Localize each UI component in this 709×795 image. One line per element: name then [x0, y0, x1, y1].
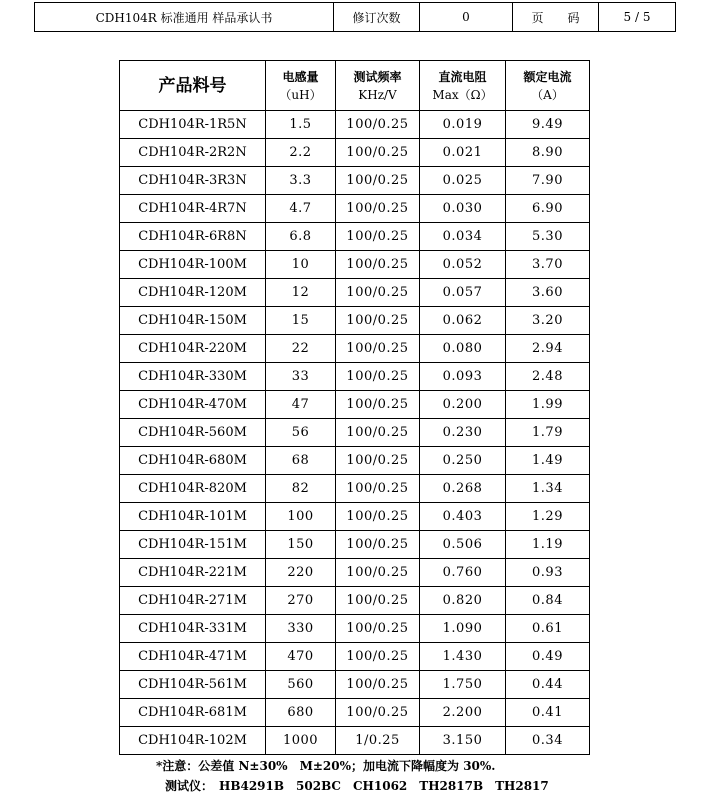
dc-resistance-cell: 0.403 — [420, 503, 506, 531]
dc-resistance-cell: 0.230 — [420, 419, 506, 447]
part-number-cell: CDH104R-681M — [120, 699, 266, 727]
dc-resistance-cell: 0.080 — [420, 335, 506, 363]
dc-resistance-cell: 0.019 — [420, 111, 506, 139]
part-number-cell: CDH104R-100M — [120, 251, 266, 279]
dc-resistance-cell: 0.760 — [420, 559, 506, 587]
inductance-cell: 680 — [266, 699, 336, 727]
column-header-rated-current — [506, 61, 590, 111]
rated-current-cell: 8.90 — [506, 139, 590, 167]
column-header-line2: （uH） — [279, 87, 322, 102]
revision-label: 修订次数 — [334, 3, 420, 32]
rated-current-cell: 0.44 — [506, 671, 590, 699]
column-header-inductance — [266, 61, 336, 111]
column-header-line1: 电感量 — [282, 69, 319, 84]
table-row — [120, 307, 590, 335]
dc-resistance-cell: 0.268 — [420, 475, 506, 503]
part-number-cell: CDH104R-220M — [120, 335, 266, 363]
inductance-cell: 2.2 — [266, 139, 336, 167]
part-number-cell: CDH104R-2R2N — [120, 139, 266, 167]
rated-current-cell: 3.60 — [506, 279, 590, 307]
table-row — [120, 139, 590, 167]
inductance-cell: 22 — [266, 335, 336, 363]
inductance-cell: 12 — [266, 279, 336, 307]
rated-current-cell: 0.61 — [506, 615, 590, 643]
table-row — [120, 447, 590, 475]
part-number-cell: CDH104R-4R7N — [120, 195, 266, 223]
dc-resistance-cell: 0.506 — [420, 531, 506, 559]
test-frequency-cell: 100/0.25 — [336, 615, 420, 643]
column-header-line2: （A） — [531, 87, 564, 102]
part-number-cell: CDH104R-820M — [120, 475, 266, 503]
test-frequency-cell: 100/0.25 — [336, 475, 420, 503]
part-number-cell: CDH104R-561M — [120, 671, 266, 699]
dc-resistance-cell: 1.430 — [420, 643, 506, 671]
column-header-test-frequency — [336, 61, 420, 111]
table-row — [120, 419, 590, 447]
test-frequency-cell: 100/0.25 — [336, 195, 420, 223]
dc-resistance-cell: 1.750 — [420, 671, 506, 699]
inductance-cell: 33 — [266, 363, 336, 391]
part-number-cell: CDH104R-102M — [120, 727, 266, 755]
inductance-cell: 10 — [266, 251, 336, 279]
part-number-cell: CDH104R-150M — [120, 307, 266, 335]
dc-resistance-cell: 1.090 — [420, 615, 506, 643]
rated-current-cell: 9.49 — [506, 111, 590, 139]
tolerance-note: *注意：公差值 N±30% M±20%；加电流下降幅度为 30%. — [156, 759, 496, 773]
rated-current-cell: 3.20 — [506, 307, 590, 335]
test-frequency-cell: 100/0.25 — [336, 251, 420, 279]
rated-current-cell: 1.19 — [506, 531, 590, 559]
part-number-cell: CDH104R-6R8N — [120, 223, 266, 251]
part-number-cell: CDH104R-330M — [120, 363, 266, 391]
column-header-line1: 产品料号 — [158, 75, 227, 96]
inductor-spec-table — [119, 60, 590, 755]
page-number: 5 / 5 — [599, 3, 676, 32]
rated-current-cell: 1.99 — [506, 391, 590, 419]
dc-resistance-cell: 0.200 — [420, 391, 506, 419]
part-number-cell: CDH104R-1R5N — [120, 111, 266, 139]
part-number-cell: CDH104R-471M — [120, 643, 266, 671]
table-row — [120, 727, 590, 755]
test-frequency-cell: 100/0.25 — [336, 139, 420, 167]
test-frequency-cell: 1/0.25 — [336, 727, 420, 755]
test-frequency-cell: 100/0.25 — [336, 447, 420, 475]
table-row — [120, 559, 590, 587]
rated-current-cell: 0.34 — [506, 727, 590, 755]
table-row — [120, 279, 590, 307]
column-header-part-number — [120, 61, 266, 111]
inductance-cell: 6.8 — [266, 223, 336, 251]
dc-resistance-cell: 3.150 — [420, 727, 506, 755]
test-frequency-cell: 100/0.25 — [336, 671, 420, 699]
revision-value: 0 — [420, 3, 513, 32]
test-frequency-cell: 100/0.25 — [336, 587, 420, 615]
table-row — [120, 671, 590, 699]
dc-resistance-cell: 0.052 — [420, 251, 506, 279]
rated-current-cell: 1.34 — [506, 475, 590, 503]
inductance-cell: 560 — [266, 671, 336, 699]
table-header-row — [120, 61, 590, 111]
table-row — [120, 335, 590, 363]
inductance-cell: 56 — [266, 419, 336, 447]
column-header-line2: KHz/V — [358, 87, 397, 102]
rated-current-cell: 7.90 — [506, 167, 590, 195]
dc-resistance-cell: 0.025 — [420, 167, 506, 195]
inductance-cell: 270 — [266, 587, 336, 615]
rated-current-cell: 2.94 — [506, 335, 590, 363]
inductance-cell: 68 — [266, 447, 336, 475]
table-row — [120, 363, 590, 391]
inductance-cell: 100 — [266, 503, 336, 531]
test-frequency-cell: 100/0.25 — [336, 699, 420, 727]
table-row — [120, 503, 590, 531]
part-number-cell: CDH104R-470M — [120, 391, 266, 419]
inductance-cell: 1.5 — [266, 111, 336, 139]
column-header-line1: 测试频率 — [353, 69, 402, 84]
page-label: 页 码 — [513, 3, 599, 32]
column-header-line1: 直流电阻 — [438, 69, 487, 84]
rated-current-cell: 2.48 — [506, 363, 590, 391]
inductance-cell: 330 — [266, 615, 336, 643]
inductance-cell: 47 — [266, 391, 336, 419]
test-frequency-cell: 100/0.25 — [336, 335, 420, 363]
test-frequency-cell: 100/0.25 — [336, 363, 420, 391]
inductance-cell: 470 — [266, 643, 336, 671]
dc-resistance-cell: 2.200 — [420, 699, 506, 727]
inductance-cell: 3.3 — [266, 167, 336, 195]
table-row — [120, 699, 590, 727]
dc-resistance-cell: 0.093 — [420, 363, 506, 391]
table-row — [120, 475, 590, 503]
table-row — [120, 251, 590, 279]
part-number-cell: CDH104R-221M — [120, 559, 266, 587]
rated-current-cell: 0.84 — [506, 587, 590, 615]
rated-current-cell: 0.49 — [506, 643, 590, 671]
inductance-cell: 220 — [266, 559, 336, 587]
rated-current-cell: 3.70 — [506, 251, 590, 279]
table-row — [120, 195, 590, 223]
test-frequency-cell: 100/0.25 — [336, 391, 420, 419]
rated-current-cell: 1.29 — [506, 503, 590, 531]
inductance-cell: 1000 — [266, 727, 336, 755]
dc-resistance-cell: 0.030 — [420, 195, 506, 223]
dc-resistance-cell: 0.021 — [420, 139, 506, 167]
table-row — [120, 643, 590, 671]
rated-current-cell: 1.79 — [506, 419, 590, 447]
rated-current-cell: 5.30 — [506, 223, 590, 251]
test-frequency-cell: 100/0.25 — [336, 167, 420, 195]
rated-current-cell: 0.93 — [506, 559, 590, 587]
part-number-cell: CDH104R-680M — [120, 447, 266, 475]
dc-resistance-cell: 0.820 — [420, 587, 506, 615]
inductance-cell: 82 — [266, 475, 336, 503]
part-number-cell: CDH104R-3R3N — [120, 167, 266, 195]
test-frequency-cell: 100/0.25 — [336, 419, 420, 447]
test-instruments: 测试仪： HB4291B 502BC CH1062 TH2817B TH2817 — [165, 779, 549, 793]
test-frequency-cell: 100/0.25 — [336, 279, 420, 307]
test-frequency-cell: 100/0.25 — [336, 223, 420, 251]
part-number-cell: CDH104R-331M — [120, 615, 266, 643]
part-number-cell: CDH104R-120M — [120, 279, 266, 307]
document-header — [34, 2, 676, 32]
test-frequency-cell: 100/0.25 — [336, 559, 420, 587]
column-header-line1: 额定电流 — [523, 69, 572, 84]
dc-resistance-cell: 0.057 — [420, 279, 506, 307]
table-row — [120, 223, 590, 251]
part-number-cell: CDH104R-101M — [120, 503, 266, 531]
rated-current-cell: 1.49 — [506, 447, 590, 475]
test-frequency-cell: 100/0.25 — [336, 643, 420, 671]
table-body — [120, 111, 590, 755]
table-row — [120, 531, 590, 559]
part-number-cell: CDH104R-151M — [120, 531, 266, 559]
dc-resistance-cell: 0.062 — [420, 307, 506, 335]
table-row — [120, 167, 590, 195]
test-frequency-cell: 100/0.25 — [336, 307, 420, 335]
column-header-line2: Max（Ω） — [432, 87, 493, 102]
test-frequency-cell: 100/0.25 — [336, 531, 420, 559]
table-row — [120, 391, 590, 419]
document-title: CDH104R 标准通用 样品承认书 — [35, 3, 334, 32]
table-row — [120, 111, 590, 139]
test-frequency-cell: 100/0.25 — [336, 111, 420, 139]
part-number-cell: CDH104R-271M — [120, 587, 266, 615]
table-row — [120, 615, 590, 643]
inductance-cell: 15 — [266, 307, 336, 335]
rated-current-cell: 6.90 — [506, 195, 590, 223]
test-frequency-cell: 100/0.25 — [336, 503, 420, 531]
dc-resistance-cell: 0.250 — [420, 447, 506, 475]
dc-resistance-cell: 0.034 — [420, 223, 506, 251]
table-row — [120, 587, 590, 615]
inductance-cell: 4.7 — [266, 195, 336, 223]
inductance-cell: 150 — [266, 531, 336, 559]
column-header-dc-resistance — [420, 61, 506, 111]
rated-current-cell: 0.41 — [506, 699, 590, 727]
part-number-cell: CDH104R-560M — [120, 419, 266, 447]
